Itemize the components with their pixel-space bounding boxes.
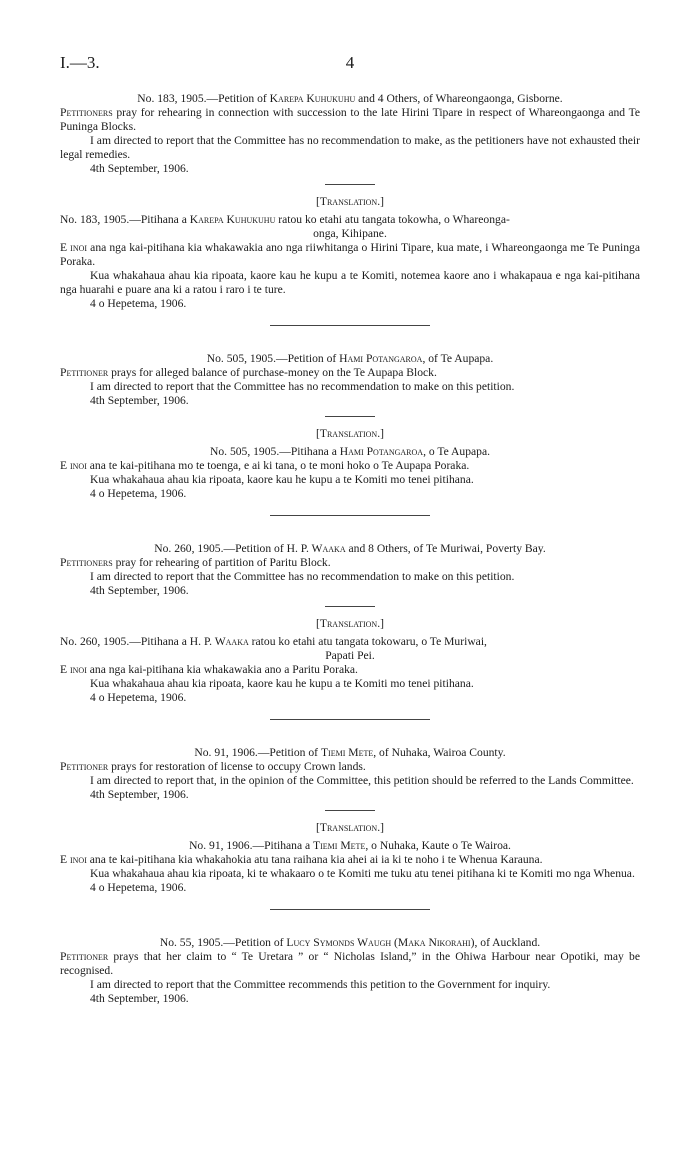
petition-entry xyxy=(60,746,640,910)
translation-label: [Translation.] xyxy=(316,821,384,834)
petition-entry xyxy=(60,936,640,1006)
translated-prayer: E inoi ana te kai-pitihana kia whakahokia atu tana raihana kia ahei ai ia ki te noho i te Whenua Karauna. xyxy=(60,853,543,866)
petition-prayer: Petitioner prays that her claim to “ Te Uretara ” or “ Nicholas Island,” in the Ohiwa Harbour near Opotiki, may be recognised. xyxy=(60,950,640,977)
translation-label: [Translation.] xyxy=(316,195,384,208)
report-date: 4th September, 1906. xyxy=(90,788,189,801)
translated-date: 4 o Hepetema, 1906. xyxy=(90,881,187,894)
report-date: 4th September, 1906. xyxy=(90,162,189,175)
translated-prayer: E inoi ana te kai-pitihana mo te toenga, e ai ki tana, o te moni hoko o Te Aupapa Poraka. xyxy=(60,459,470,472)
petition-prayer: Petitioners pray for rehearing in connection with succession to the late Hirini Tipare in respect of Whareongaonga and Te Puninga Blocks. xyxy=(60,106,640,133)
petition-prayer: Petitioner prays for alleged balance of purchase-money on the Te Aupapa Block. xyxy=(60,366,437,379)
divider xyxy=(325,416,375,417)
divider xyxy=(325,184,375,185)
translated-title-continued: onga, Kihipane. xyxy=(313,227,387,240)
committee-report: I am directed to report that the Committee recommends this petition to the Government for inquiry. xyxy=(90,978,551,991)
translated-title: No. 91, 1906.—Pitihana a Tiemi Mete, o Nuhaka, Kaute o Te Wairoa. xyxy=(189,839,511,852)
translated-date: 4 o Hepetema, 1906. xyxy=(90,297,187,310)
document-body xyxy=(60,92,640,1006)
translated-report: Kua whakahaua ahau kia ripoata, kaore kau he kupu a te Komiti mo tenei pitihana. xyxy=(90,677,474,690)
translated-title-continued: Papati Pei. xyxy=(325,649,375,662)
committee-report: I am directed to report that, in the opinion of the Committee, this petition should be referred to the Lands Committee. xyxy=(90,774,634,787)
section-divider xyxy=(270,515,430,516)
petition-title: No. 183, 1905.—Petition of Karepa Kuhukuhu and 4 Others, of Whareongaonga, Gisborne. xyxy=(137,92,563,105)
petition-title: No. 91, 1906.—Petition of Tiemi Mete, of Nuhaka, Wairoa County. xyxy=(194,746,506,759)
petition-entry xyxy=(60,92,640,326)
translated-title: No. 505, 1905.—Pitihana a Hami Potangaroa, o Te Aupapa. xyxy=(209,445,490,458)
petition-title: No. 55, 1905.—Petition of Lucy Symonds Waugh (Maka Nikorahi), of Auckland. xyxy=(159,936,541,949)
petition-entry xyxy=(60,352,640,516)
translated-report: Kua whakahaua ahau kia ripoata, kaore kau he kupu a te Komiti mo tenei pitihana. xyxy=(90,473,474,486)
translated-title: No. 183, 1905.—Pitihana a Karepa Kuhukuhu ratou ko etahi atu tangata tokowha, o Whareonga- xyxy=(60,213,510,226)
committee-report: I am directed to report that the Committee has no recommendation to make on this petition. xyxy=(90,380,515,393)
petition-prayer: Petitioners pray for rehearing of partition of Paritu Block. xyxy=(60,556,331,569)
committee-report: I am directed to report that the Committee has no recommendation to make, as the petitioners have not exhausted their legal remedies. xyxy=(60,134,640,161)
translation-label: [Translation.] xyxy=(316,427,384,440)
translated-report: Kua whakahaua ahau kia ripoata, kaore kau he kupu a te Komiti, notemea kaore ano i whakapaua e nga kai-pitihana nga huarahi e puare ana ki a ratou i raro i te ture. xyxy=(60,269,640,296)
divider xyxy=(325,810,375,811)
section-divider xyxy=(270,719,430,720)
page-header xyxy=(60,53,640,76)
report-date: 4th September, 1906. xyxy=(90,394,189,407)
report-date: 4th September, 1906. xyxy=(90,584,189,597)
translated-date: 4 o Hepetema, 1906. xyxy=(90,487,187,500)
translated-prayer: E inoi ana nga kai-pitihana kia whakawakia ano nga riiwhitanga o Hirini Tipare, kua mate, i Whareongaonga me Te Puninga Poraka. xyxy=(60,241,640,268)
section-divider xyxy=(270,325,430,326)
page-number: 4 xyxy=(345,53,355,72)
petition-entry xyxy=(60,542,640,720)
translation-label: [Translation.] xyxy=(316,617,384,630)
petition-title: No. 260, 1905.—Petition of H. P. Waaka and 8 Others, of Te Muriwai, Poverty Bay. xyxy=(154,542,546,555)
divider xyxy=(325,606,375,607)
committee-report: I am directed to report that the Committee has no recommendation to make on this petition. xyxy=(90,570,515,583)
translated-prayer: E inoi ana nga kai-pitihana kia whakawakia ano a Paritu Poraka. xyxy=(60,663,358,676)
petition-prayer: Petitioner prays for restoration of license to occupy Crown lands. xyxy=(60,760,366,773)
section-divider xyxy=(270,909,430,910)
document-reference: I.—3. xyxy=(60,53,100,72)
translated-date: 4 o Hepetema, 1906. xyxy=(90,691,187,704)
report-date: 4th September, 1906. xyxy=(90,992,189,1005)
petition-title: No. 505, 1905.—Petition of Hami Potangaroa, of Te Aupapa. xyxy=(206,352,494,365)
translated-title: No. 260, 1905.—Pitihana a H. P. Waaka ratou ko etahi atu tangata tokowaru, o Te Muriwai, xyxy=(60,635,487,648)
translated-report: Kua whakahaua ahau kia ripoata, ki te whakaaro o te Komiti me tuku atu tenei pitihana ki te Komiti mo nga Whenua. xyxy=(90,867,635,880)
